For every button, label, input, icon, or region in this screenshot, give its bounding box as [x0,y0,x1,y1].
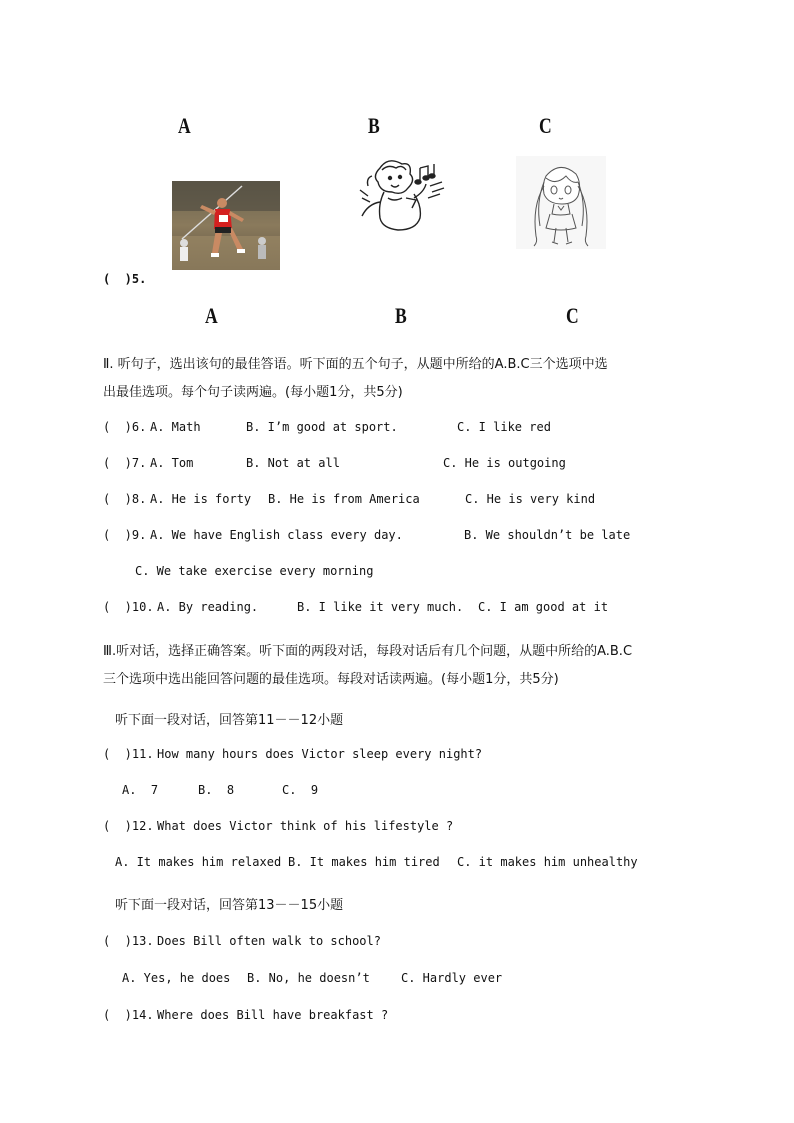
q6-option-b: B. I’m good at sport. [246,420,398,434]
q6-option-a: A. Math [150,420,201,434]
javelin-athlete-image [172,181,280,270]
singing-boy-image [358,158,448,236]
anime-girl-image [516,156,606,249]
question-5-label: ( )5. [103,272,147,286]
section-2-heading-line2: 出最佳选项。每个句子读两遍。(每小题1分，共5分) [103,385,403,400]
q5-option-letter-a: A [205,303,218,328]
dialogue-1-instruction: 听下面一段对话，回答第11－－12小题 [115,713,344,728]
option-letter-c: C [539,113,552,138]
q5-option-letter-c: C [566,303,579,328]
q8-number: ( )8. [103,492,147,506]
q12-option-b: B. It makes him tired [288,855,440,869]
q7-option-b: B. Not at all [246,456,340,470]
q12-number: ( )12. [103,819,154,833]
q12-question: What does Victor think of his lifestyle ? [157,819,454,833]
q7-number: ( )7. [103,456,147,470]
option-letter-b: B [368,113,380,138]
q8-option-c: C. He is very kind [465,492,596,506]
q11-option-a: A. 7 [122,783,159,797]
q10-option-b: B. I like it very much. [297,600,464,614]
q12-option-a: A. It makes him relaxed [115,855,282,869]
section-3-heading-line2: 三个选项中选出能回答问题的最佳选项。每段对话读两遍。(每小题1分，共5分) [103,672,559,687]
dialogue-2-instruction: 听下面一段对话，回答第13－－15小题 [115,898,344,913]
option-letter-a: A [178,113,191,138]
q7-option-a: A. Tom [150,456,194,470]
q11-option-c: C. 9 [282,783,319,797]
q13-number: ( )13. [103,934,154,948]
q10-number: ( )10. [103,600,154,614]
q11-question: How many hours does Victor sleep every night? [157,747,483,761]
q9-option-c: C. We take exercise every morning [135,564,374,578]
q14-number: ( )14. [103,1008,154,1022]
q7-option-c: C. He is outgoing [443,456,566,470]
q13-option-c: C. Hardly ever [401,971,503,985]
q11-number: ( )11. [103,747,154,761]
q6-number: ( )6. [103,420,147,434]
q9-option-b: B. We shouldn’t be late [464,528,631,542]
q8-option-b: B. He is from America [268,492,420,506]
q13-question: Does Bill often walk to school? [157,934,381,948]
q11-option-b: B. 8 [198,783,235,797]
q8-option-a: A. He is forty [150,492,252,506]
q12-option-c: C. it makes him unhealthy [457,855,638,869]
section-2-heading-line1: Ⅱ. 听句子，选出该句的最佳答语。听下面的五个句子，从题中所给的A.B.C三个选项中选 [103,357,608,372]
q5-option-letter-b: B [395,303,407,328]
section-3-heading-line1: Ⅲ.听对话，选择正确答案。听下面的两段对话，每段对话后有几个问题，从题中所给的A.B.C [103,644,633,659]
q13-option-a: A. Yes, he does [122,971,231,985]
q13-option-b: B. No, he doesn’t [247,971,370,985]
q9-option-a: A. We have English class every day. [150,528,403,542]
q6-option-c: C. I like red [457,420,551,434]
q14-question: Where does Bill have breakfast ? [157,1008,389,1022]
q10-option-c: C. I am good at it [478,600,609,614]
q10-option-a: A. By reading. [157,600,259,614]
q9-number: ( )9. [103,528,147,542]
